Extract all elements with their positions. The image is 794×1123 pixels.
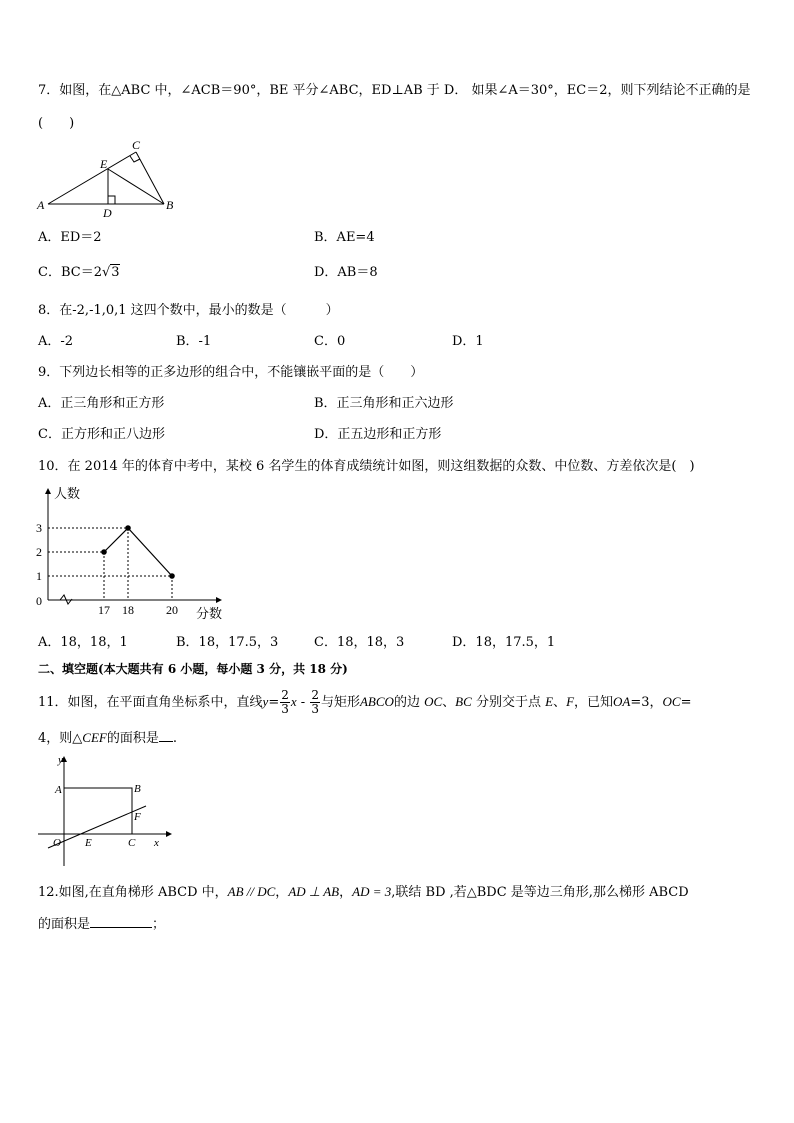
q7-stem: 7．如图，在△ABC 中，∠ACB＝90°，BE 平分∠ABC，ED⊥AB 于 D． 如果∠A＝30°，EC＝2，则下列结论不正确的是 <box>38 83 751 98</box>
q11-stem-line2: 4，则△CEF的面积是 . <box>38 730 177 746</box>
q8-stem: 8．在-2,-1,0,1 这四个数中，最小的数是（ ） <box>38 303 339 318</box>
q7-triangle-figure <box>36 138 186 218</box>
segment-be <box>108 169 164 204</box>
label-b: B <box>166 198 174 212</box>
fraction-two-thirds: $\frac{2}{3}$ <box>281 688 289 716</box>
q9-stem: 9．下列边长相等的正多边形的组合中，不能镶嵌平面的是（ ） <box>38 365 424 380</box>
q12-stem-line1: 12.如图,在直角梯形 ABCD 中，AB // DC，AD ⊥ AB，AD = 3,联结 BD ,若△BDC 是等边三角形,那么梯形 ABCD <box>38 884 689 900</box>
y-tick-label-0: 0 <box>36 594 42 608</box>
q9-option-c: C．正方形和正八边形 <box>38 427 165 442</box>
q7-option-d: D．AB＝8 <box>314 265 378 280</box>
series-line <box>104 528 172 576</box>
q7-option-c: C．BC＝2√3 <box>38 265 120 280</box>
label-x: x <box>154 837 159 849</box>
label-a: A <box>37 198 45 212</box>
y-axis-arrow <box>45 488 51 494</box>
y-tick-label-2: 2 <box>36 545 42 559</box>
y-axis-label: 人数 <box>54 486 81 501</box>
sqrt-radicand: 3 <box>111 265 120 280</box>
q10-option-b: B．18，17.5，3 <box>176 635 279 650</box>
y-tick-label-1: 1 <box>36 569 42 583</box>
label-f: F <box>134 811 141 823</box>
answer-blank[interactable] <box>90 914 152 928</box>
segment-cb <box>136 152 164 204</box>
q12-stem-line2: 的面积是 ； <box>38 914 165 934</box>
x-axis-label: 分数 <box>196 606 223 621</box>
q11-coordinate-figure <box>34 754 174 874</box>
label-b: B <box>134 783 141 795</box>
label-e: E <box>85 837 92 849</box>
q7-answer-paren: ( ) <box>38 116 75 131</box>
q8-option-c: C．0 <box>314 334 346 349</box>
answer-blank[interactable] <box>159 728 173 742</box>
q7-option-b: B．AE=4 <box>314 230 375 245</box>
right-angle-d <box>108 196 115 204</box>
label-d: D <box>103 206 112 218</box>
section-2-title: 二、填空题(本大题共有 6 小题，每小题 3 分，共 18 分) <box>38 662 348 676</box>
data-point-18 <box>125 525 131 531</box>
x-axis-arrow <box>166 831 172 837</box>
q9-option-d: D．正五边形和正方形 <box>314 427 442 442</box>
q9-option-b: B．正三角形和正六边形 <box>314 396 454 411</box>
label-e: E <box>100 157 108 171</box>
x-tick-label-20: 20 <box>166 603 178 617</box>
label-c: C <box>132 138 141 152</box>
q10-option-d: D．18，17.5，1 <box>452 635 556 650</box>
q8-option-d: D．1 <box>452 334 484 349</box>
data-point-17 <box>101 549 107 555</box>
q10-option-c: C．18，18，3 <box>314 635 405 650</box>
q8-option-a: A．-2 <box>38 334 74 349</box>
label-c: C <box>128 837 136 849</box>
q9-option-a: A．正三角形和正方形 <box>38 396 165 411</box>
label-a: A <box>55 784 62 796</box>
q8-option-b: B．-1 <box>176 334 212 349</box>
x-tick-label-18: 18 <box>122 603 134 617</box>
q11-stem-line1: 11．如图，在平面直角坐标系中，直线y= $\frac{2}{3}$ x - $\frac{2}{3}$ 与矩形ABCO的边 OC、BC 分别交于点 E、F，已知OA=3，OC= <box>38 688 692 716</box>
data-point-20 <box>169 573 175 579</box>
q7-option-a: A．ED＝2 <box>38 230 102 245</box>
x-tick-label-17: 17 <box>98 603 110 617</box>
label-y: y <box>58 754 63 766</box>
q10-stem: 10．在 2014 年的体育中考中，某校 6 名学生的体育成绩统计如图，则这组数据的众数、中位数、方差依次是( ) <box>38 459 695 474</box>
q10-score-chart <box>30 482 230 622</box>
y-tick-label-3: 3 <box>36 521 42 535</box>
q10-option-a: A．18，18，1 <box>38 635 128 650</box>
fraction-two-thirds-b: $\frac{2}{3}$ <box>311 688 319 716</box>
x-axis-arrow <box>216 597 222 603</box>
label-o: O <box>53 837 61 849</box>
